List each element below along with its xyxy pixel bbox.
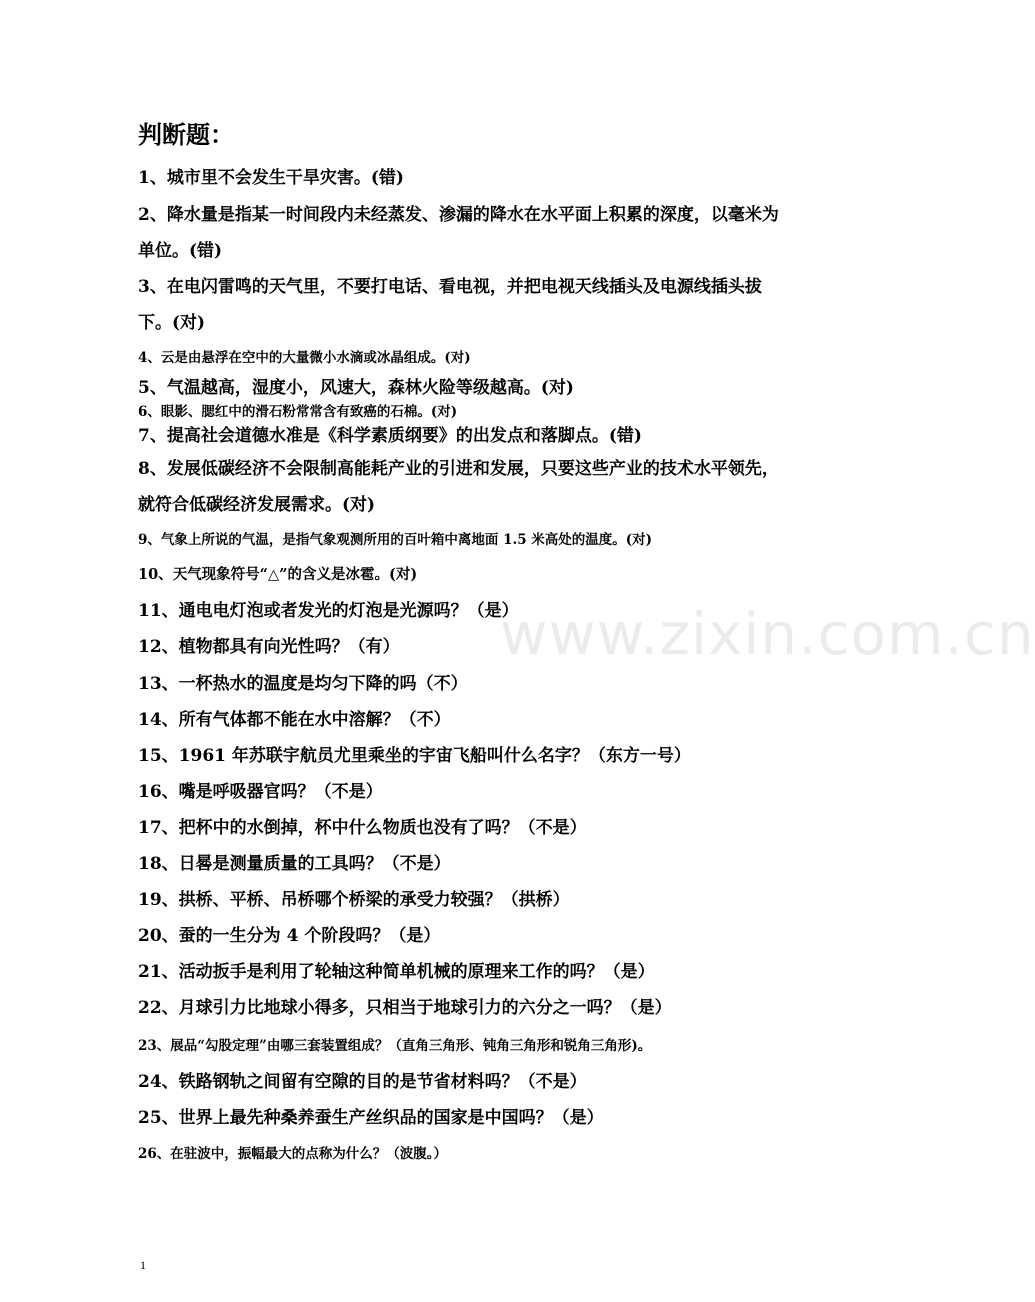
question-item: 22、月球引力比地球小得多，只相当于地球引力的六分之一吗？（是） <box>138 998 672 1018</box>
page-number: 1 <box>140 1258 146 1272</box>
question-item: 5、气温越高，湿度小，风速大，森林火险等级越高。(对) <box>138 378 574 398</box>
question-item: 12、植物都具有向光性吗？（有） <box>138 637 400 657</box>
question-item: 1、城市里不会发生干旱灾害。(错) <box>138 168 404 188</box>
question-item: 7、提高社会道德水准是《科学素质纲要》的出发点和落脚点。(错) <box>138 426 642 446</box>
question-item: 3、在电闪雷鸣的天气里，不要打电话、看电视，并把电视天线插头及电源线插头拔下。(对) <box>138 277 762 333</box>
question-item: 19、拱桥、平桥、吊桥哪个桥梁的承受力较强？（拱桥） <box>138 890 570 910</box>
question-item: 2、降水量是指某一时间段内未经蒸发、渗漏的降水在水平面上积累的深度，以毫米为单位。(错) <box>138 205 779 261</box>
question-item: 21、活动扳手是利用了轮轴这种简单机械的原理来工作的吗？（是） <box>138 962 655 982</box>
question-item: 20、蚕的一生分为 4 个阶段吗？（是） <box>138 926 441 946</box>
question-item: 11、通电电灯泡或者发光的灯泡是光源吗？（是） <box>138 601 519 621</box>
question-item: 18、日晷是测量质量的工具吗？（不是） <box>138 854 451 874</box>
question-item: 13、一杯热水的温度是均匀下降的吗（不） <box>138 674 468 694</box>
question-item: 15、1961 年苏联宇航员尤里乘坐的宇宙飞船叫什么名字？（东方一号） <box>138 746 691 766</box>
section-title: 判断题： <box>138 121 234 149</box>
question-item: 10、天气现象符号“△”的含义是冰雹。(对) <box>138 566 418 583</box>
question-item: 23、展品“勾股定理”由哪三套装置组成？（直角三角形、钝角三角形和锐角三角形)。 <box>138 1038 652 1054</box>
question-item: 16、嘴是呼吸器官吗？（不是） <box>138 782 383 802</box>
question-item: 17、把杯中的水倒掉，杯中什么物质也没有了吗？（不是） <box>138 818 587 838</box>
question-item: 26、在驻波中，振幅最大的点称为什么？（波腹。） <box>138 1146 448 1162</box>
question-item: 8、发展低碳经济不会限制高能耗产业的引进和发展，只要这些产业的技术水平领先，就符合低碳经济发展需求。(对) <box>138 459 779 515</box>
watermark: www.zixin.com.cn <box>500 600 1035 668</box>
question-item: 4、云是由悬浮在空中的大量微小水滴或冰晶组成。(对) <box>138 350 471 366</box>
question-item: 9、气象上所说的气温，是指气象观测所用的百叶箱中离地面 1.5 米高处的温度。(对) <box>138 532 653 548</box>
question-item: 25、世界上最先种桑养蚕生产丝织品的国家是中国吗？（是） <box>138 1108 604 1128</box>
question-item: 14、所有气体都不能在水中溶解？（不） <box>138 710 451 730</box>
question-item: 6、眼影、腮红中的滑石粉常常含有致癌的石棉。(对) <box>138 404 458 420</box>
question-item: 24、铁路钢轨之间留有空隙的目的是节省材料吗？（不是） <box>138 1072 587 1092</box>
